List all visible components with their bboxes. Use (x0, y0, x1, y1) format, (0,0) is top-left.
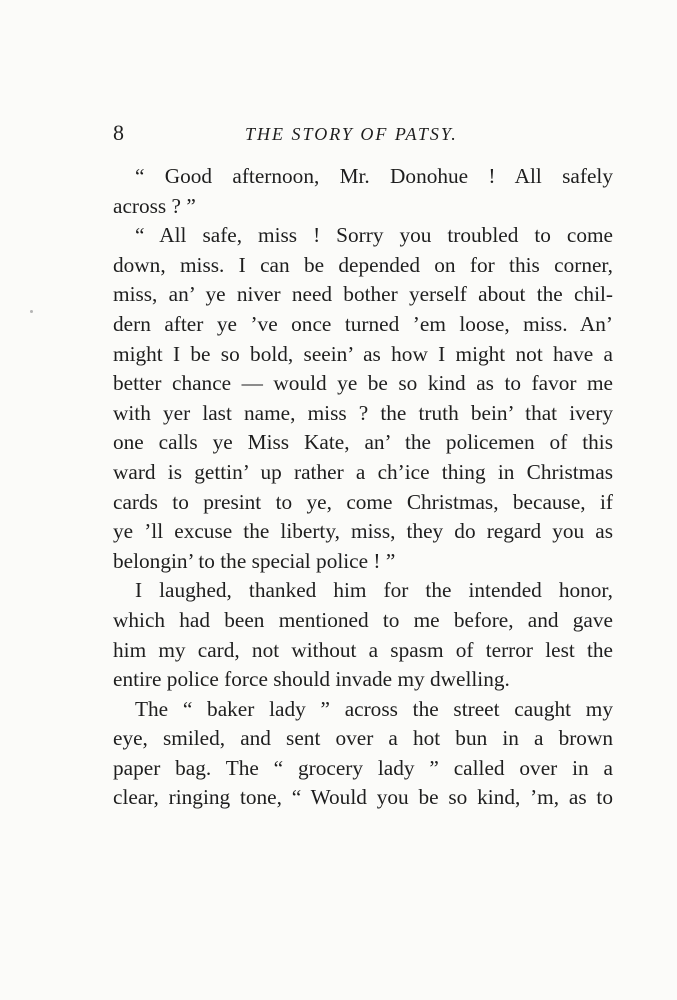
text-line: across ? ” (113, 193, 196, 218)
text-line: I laughed, thanked him for the intended honor, (135, 578, 613, 603)
paragraph (113, 162, 613, 221)
text-line: one calls ye Miss Kate, an’ the policemen of this (113, 430, 613, 455)
paragraph (113, 576, 613, 694)
text-line: “ All safe, miss ! Sorry you troubled to come (135, 223, 613, 248)
text-line: better chance — would ye be so kind as to favor me (113, 371, 613, 396)
running-title: THE STORY OF PATSY. (245, 124, 458, 144)
text-line: ward is gettin’ up rather a ch’ice thing in Christmas (113, 459, 613, 484)
text-line: “ Good afternoon, Mr. Donohue ! All safely (135, 164, 613, 188)
paragraph (113, 695, 613, 813)
text-line: paper bag. The “ grocery lady ” called over in a (113, 755, 613, 780)
paper-speck (30, 310, 33, 313)
text-line: belongin’ to the special police ! ” (113, 548, 396, 573)
text-line: with yer last name, miss ? the truth bein’ that ivery (113, 400, 613, 425)
body-text (113, 162, 613, 813)
text-line: ye ’ll excuse the liberty, miss, they do regard you as (113, 519, 613, 544)
running-head (113, 118, 613, 148)
text-line: miss, an’ ye niver need bother yerself about the chil- (113, 282, 613, 307)
text-line: The “ baker lady ” across the street caught my (135, 696, 613, 721)
text-line: entire police force should invade my dwelling. (113, 667, 510, 692)
page-number: 8 (113, 120, 124, 145)
text-line: clear, ringing tone, “ Would you be so kind, ’m, as to (113, 785, 613, 810)
text-line: cards to presint to ye, come Christmas, because, if (113, 489, 613, 514)
paragraph (113, 221, 613, 576)
text-line: him my card, not without a spasm of terror lest the (113, 637, 613, 662)
text-line: might I be so bold, seein’ as how I might not have a (113, 341, 613, 366)
text-line: eye, smiled, and sent over a hot bun in a brown (113, 726, 613, 751)
text-line: down, miss. I can be depended on for this corner, (113, 252, 613, 277)
text-line: which had been mentioned to me before, and gave (113, 607, 613, 632)
text-line: dern after ye ’ve once turned ’em loose, miss. An’ (113, 311, 613, 336)
